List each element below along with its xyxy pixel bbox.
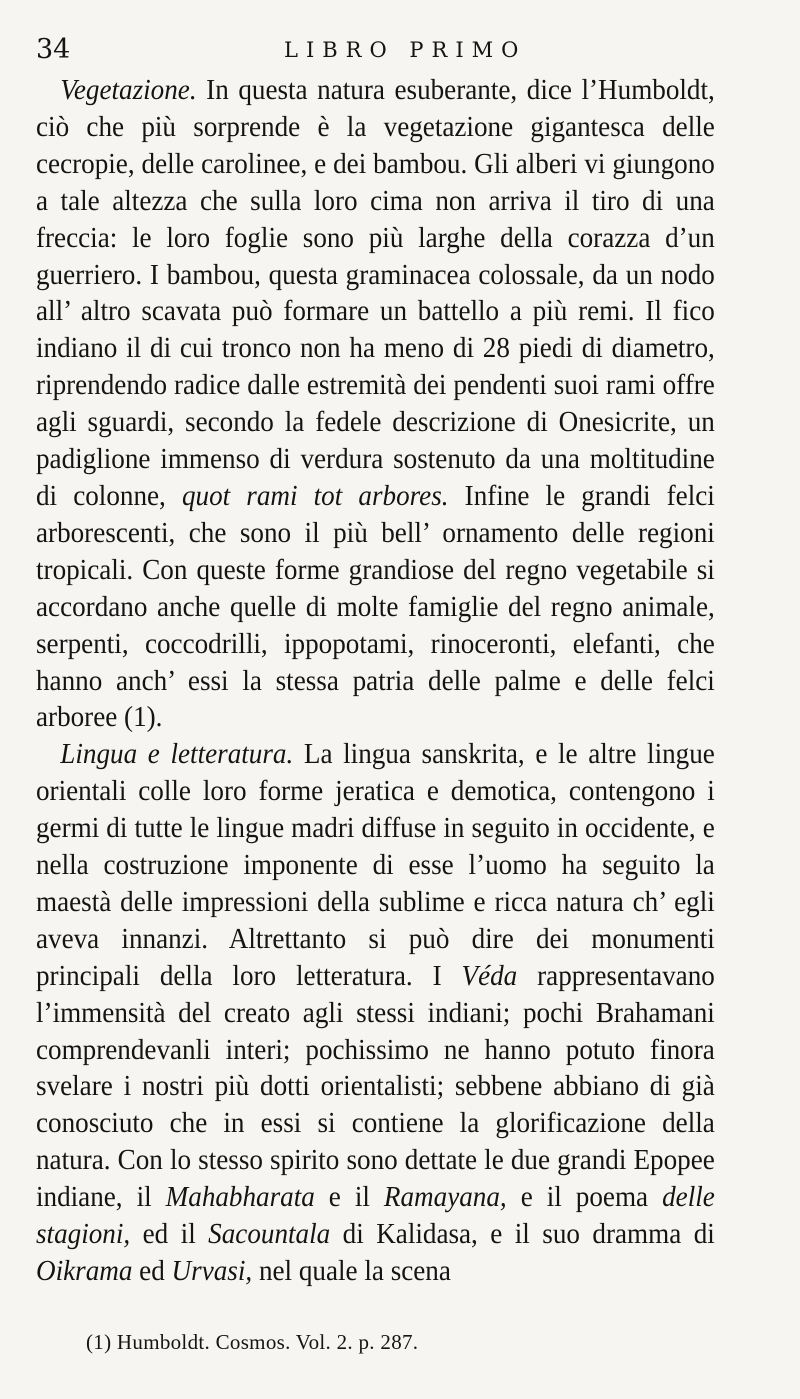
italic-text: delle stagioni,: [36, 1181, 715, 1251]
italic-text: quot rami tot arbores.: [181, 479, 449, 512]
italic-text: Véda: [461, 959, 518, 992]
paragraph: [36, 72, 715, 736]
running-head: LIBRO PRIMO: [284, 38, 527, 62]
text-run: rappresentavano l’immensità del creato agli stessi indiani; pochi Brahamani comprendevanli interi; pochissimo ne hanno potuto finora svelare i nostri più dotti orientalisti; sebbene abbiano di già conosciuto che in essi si contiene la glorificazione della natura. Con lo stesso spirito sono dettate le due grandi Epopee indiane, il: [36, 959, 715, 1214]
italic-text: Sacountala: [208, 1218, 331, 1251]
italic-text: Ramayana,: [383, 1181, 507, 1214]
text-run: In questa natura esuberante, dice l’Humboldt, ciò che più sorprende è la vegetazione gigantesca delle cecropie, delle carolinee, e dei bambou. Gli alberi vi giungono a tale altezza che sulla loro cima non arriva il tiro di una freccia: le loro foglie sono più larghe della corazza d’un guerriero. I bambou, questa graminacea colossale, da un nodo all’ altro scavata può formare un battello a più remi. Il fico indiano il di cui tronco non ha meno di 28 piedi di diametro, riprendendo radice dalle estremità dei pendenti suoi rami offre agli sguardi, secondo la fedele descrizione di Onesicrite, un padiglione immenso di verdura sostenuto da una moltitudine di colonne,: [36, 74, 715, 512]
italic-text: Oikrama: [36, 1255, 133, 1287]
text-run: nel quale la scena: [252, 1255, 451, 1287]
page-header: [36, 34, 776, 70]
footnote-separator: [36, 1305, 762, 1306]
text-run: e il poema: [506, 1181, 663, 1214]
italic-text: Vegetazione.: [60, 74, 197, 106]
italic-text: Urvasi,: [171, 1255, 253, 1287]
italic-text: Mahabharata: [165, 1181, 315, 1214]
text-run: Infine le grandi felci arborescenti, che sono il più bell’ ornamento delle regioni tropicali. Con queste forme grandiose del regno vegetabile si accordano anche quelle di molte famiglie del regno animale, serpenti, coccodrilli, ippopotami, rinoceronti, elefanti, che hanno anch’ essi la stessa patria delle palme e delle felci arboree (1).: [36, 479, 715, 734]
text-run: e il: [314, 1181, 384, 1214]
text-run: ed: [132, 1255, 172, 1287]
text-run: La lingua sanskrita, e le altre lingue orientali colle loro forme jeratica e demotica, contengono i germi di tutte le lingue madri diffuse in seguito in occidente, e nella costruzione imponente di esse l’uomo ha seguito la maestà delle impressioni della sublime e ricca natura ch’ egli aveva innanzi. Altrettanto si può dire dei monumenti principali della loro letteratura. I: [36, 738, 715, 992]
paragraph: [36, 736, 715, 1290]
page-number: 34: [36, 34, 71, 65]
body-text: [36, 72, 715, 1290]
text-run: ed il: [130, 1218, 209, 1251]
text-run: di Kalidasa, e il suo dramma di: [330, 1218, 715, 1251]
italic-text: Lingua e letteratura.: [60, 738, 294, 771]
footnote: (1) Humboldt. Cosmos. Vol. 2. p. 287.: [86, 1330, 419, 1354]
